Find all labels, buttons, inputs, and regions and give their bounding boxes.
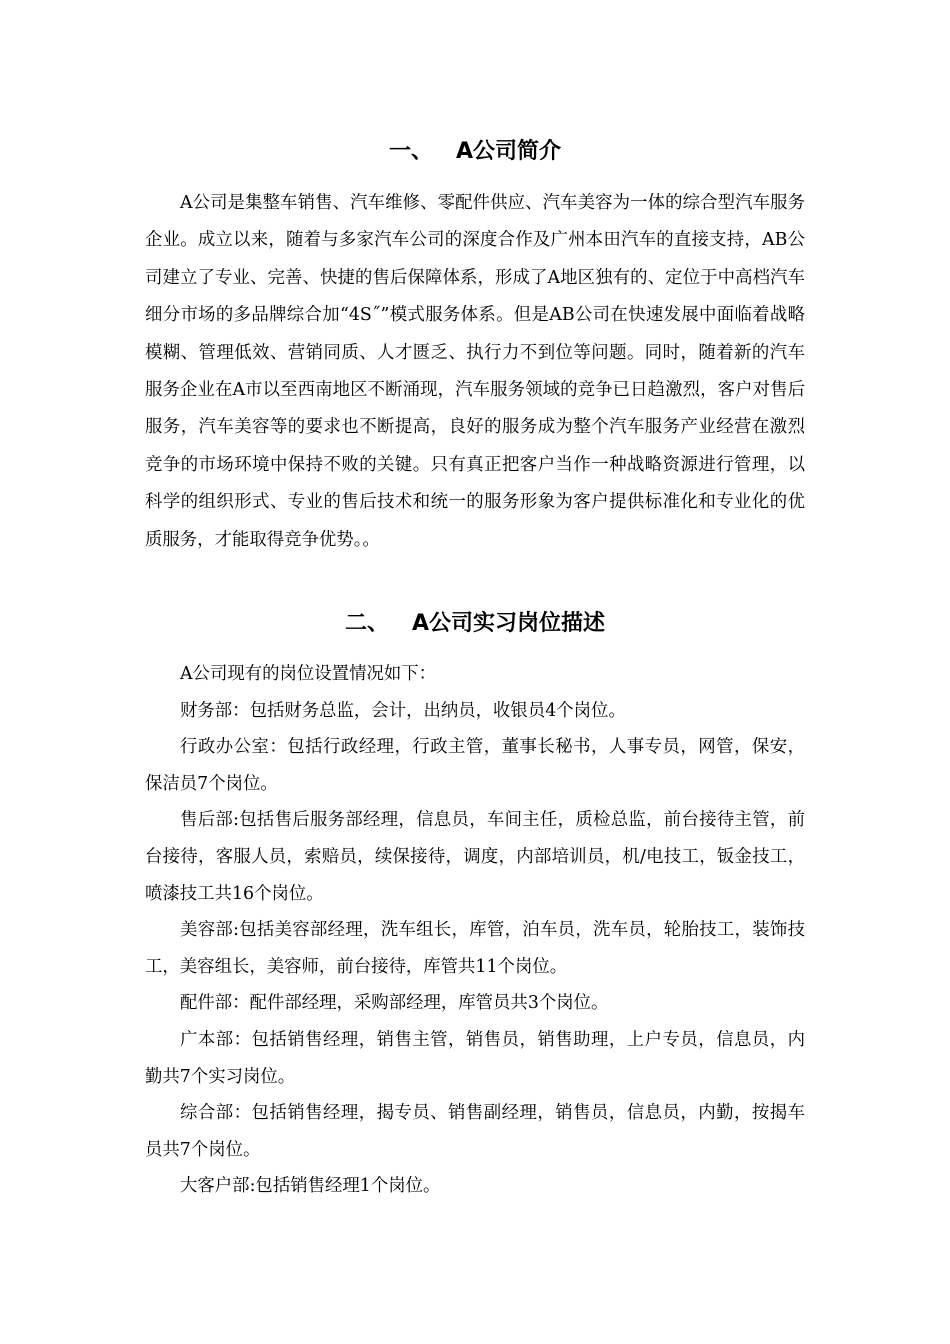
company-intro-paragraph: A公司是集整车销售、汽车维修、零配件供应、汽车美容为一体的综合型汽车服务企业。成立以来，随着与多家汽车公司的深度合作及广州本田汽车的直接支持，AB公司建立了专业、完善、快捷的售后保障体系，形成了A地区独有的、定位于中高档汽车细分市场的多品牌综合加“4S˝”模式服务体系。但是AB公司在快速发展中面临着战略模糊、管理低效、营销同质、人才匮乏、执行力不到位等问题。同时，随着新的汽车服务企业在A市以至西南地区不断涌现，汽车服务领域的竞争已日趋激烈，客户对售后服务，汽车美容等的要求也不断提高，良好的服务成为整个汽车服务产业经营在激烈竞争的市场环境中保持不败的关键。只有真正把客户当作一种战略资源进行管理，以科学的组织形式、专业的售后技术和统一的服务形象为客户提供标准化和专业化的优质服务，才能取得竞争优势。。 (145, 193, 805, 550)
position-beauty: 美容部:包括美容部经理，洗车组长，库管，泊车员，洗车员，轮胎技工，装饰技工，美容组长，美容师，前台接待，库管共11个岗位。 (145, 920, 805, 977)
positions-list (145, 656, 805, 1205)
position-finance: 财务部：包括财务总监，会计，出纳员，收银员4个岗位。 (180, 700, 626, 721)
section-1-heading: 一、 A公司简介 (388, 139, 561, 164)
position-guangben: 广本部：包括销售经理，销售主管，销售员，销售助理，上户专员，信息员，内勤共7个实习岗位。 (145, 1029, 805, 1087)
position-parts: 配件部：配件部经理，采购部经理，库管员共3个岗位。 (180, 993, 609, 1014)
position-general: 综合部：包括销售经理，揭专员、销售副经理，销售员，信息员，内勤，按揭车员共7个岗位。 (145, 1103, 805, 1160)
positions-intro: A公司现有的岗位设置情况如下： (180, 664, 437, 684)
position-admin-office: 行政办公室：包括行政经理，行政主管，董事长秘书，人事专员，网管，保安，保洁员7个岗位。 (145, 737, 805, 794)
section-2-heading: 二、 A公司实习岗位描述 (344, 611, 605, 636)
position-after-sales: 售后部:包括售后服务部经理，信息员，车间主任，质检总监，前台接待主管，前台接待，客服人员，索赔员，续保接待，调度，内部培训员，机/电技工，钣金技工，喷漆技工共16个岗位。 (145, 810, 805, 904)
position-key-accounts: 大客户部:包括销售经理1个岗位。 (180, 1176, 441, 1197)
